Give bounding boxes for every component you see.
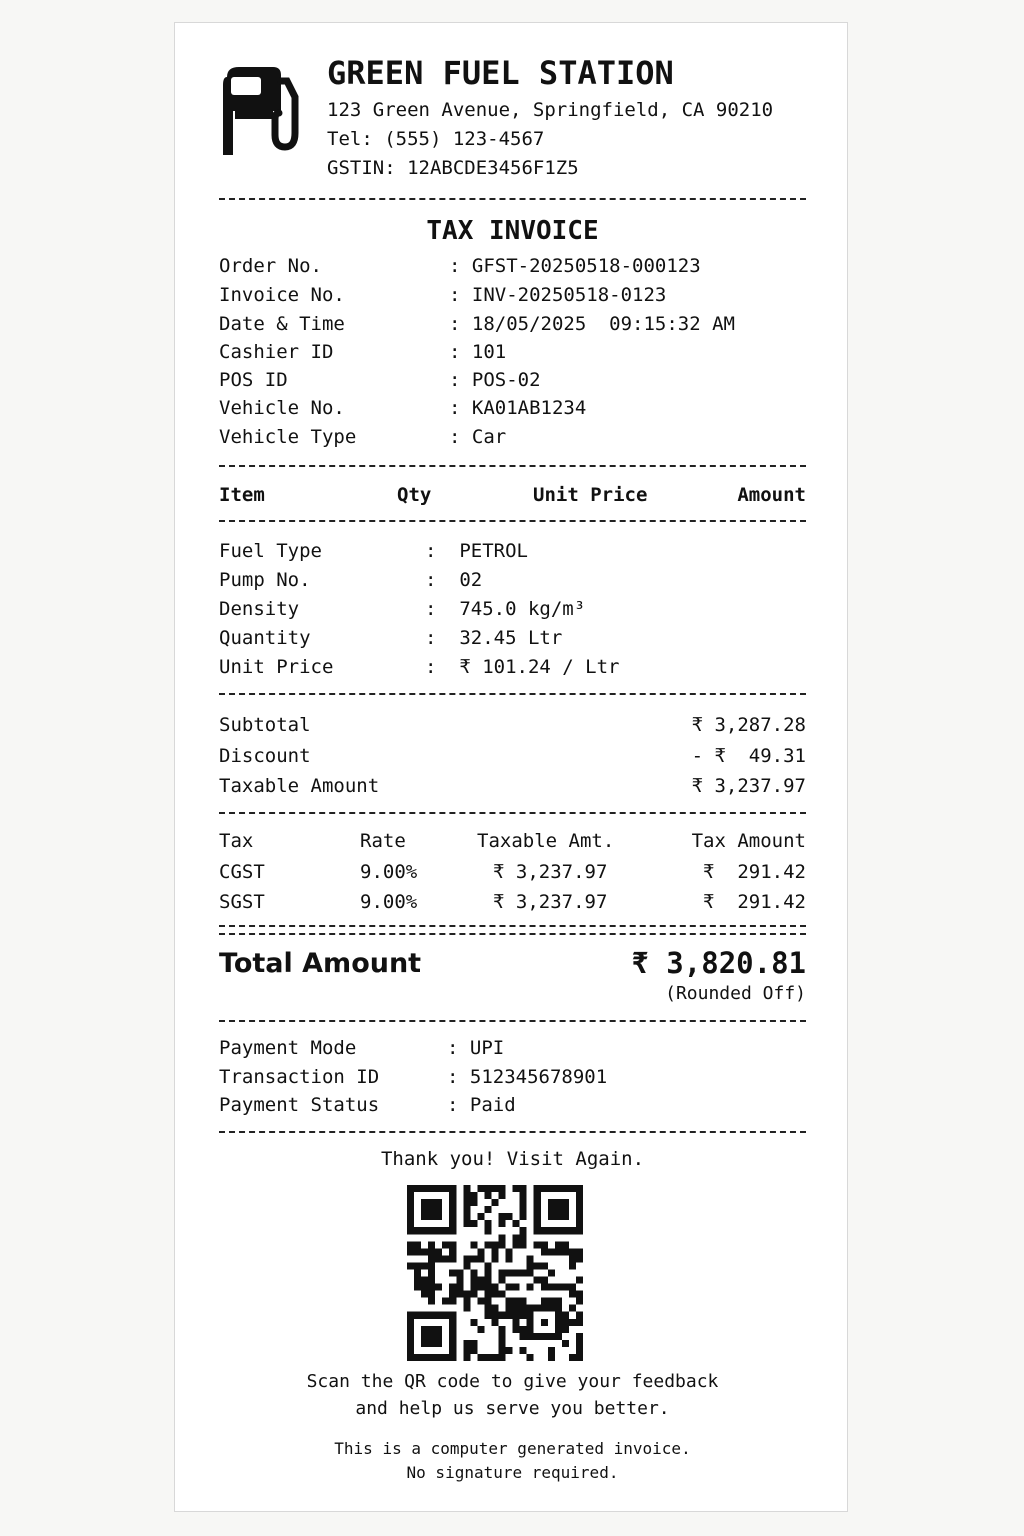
qr-module (470, 1340, 477, 1347)
qr-module (414, 1241, 421, 1248)
qr-module (477, 1185, 484, 1192)
qr-module (463, 1340, 470, 1347)
qr-module (414, 1277, 421, 1284)
qr-module (421, 1262, 428, 1269)
qr-module (414, 1262, 421, 1269)
qr-module (562, 1319, 569, 1326)
qr-module (513, 1298, 520, 1305)
qr-module (463, 1305, 470, 1312)
qr-module (414, 1269, 421, 1276)
tax-row-rate: 9.00% (360, 861, 418, 883)
qr-module (477, 1277, 484, 1284)
fuel-value: : ₹ 101.24 / Ltr (425, 656, 620, 678)
qr-module (484, 1241, 491, 1248)
qr-module (562, 1241, 569, 1248)
qr-module (506, 1269, 513, 1276)
qr-module (576, 1248, 583, 1255)
qr-module (499, 1354, 506, 1361)
thank-you-text: Thank you! Visit Again. (380, 1148, 645, 1170)
qr-module (520, 1347, 527, 1354)
items-header-unit-price: Unit Price (533, 484, 648, 506)
invoice-field-value: : GFST-20250518-000123 (449, 255, 701, 277)
qr-module (562, 1326, 569, 1333)
invoice-field-label: Order No. (219, 255, 322, 277)
qr-module (428, 1255, 435, 1262)
qr-module (442, 1255, 449, 1262)
qr-module (449, 1284, 456, 1291)
qr-module (435, 1248, 442, 1255)
qr-module (463, 1291, 470, 1298)
store-phone: Tel: (555) 123-4567 (327, 128, 545, 150)
qr-module (513, 1269, 520, 1276)
qr-module (463, 1192, 470, 1199)
qr-module (499, 1213, 506, 1220)
summary-label: Taxable Amount (219, 775, 380, 797)
qr-module (449, 1248, 456, 1255)
summary-label: Subtotal (219, 714, 311, 736)
qr-module (506, 1347, 513, 1354)
qr-module (562, 1284, 569, 1291)
invoice-field-label: Vehicle No. (219, 397, 345, 419)
invoice-title: TAX INVOICE (426, 216, 599, 246)
qr-module (484, 1354, 491, 1361)
qr-module (477, 1354, 484, 1361)
summary-value: ₹ 3,287.28 (691, 714, 806, 736)
qr-module (506, 1284, 513, 1291)
qr-module (534, 1241, 541, 1248)
qr-module (541, 1241, 548, 1248)
qr-module (484, 1220, 491, 1227)
qr-code[interactable] (401, 1185, 589, 1361)
qr-module (491, 1291, 498, 1298)
qr-module (463, 1185, 470, 1192)
tax-header-tax: Tax (219, 830, 254, 852)
store-gstin: GSTIN: 12ABCDE3456F1Z5 (327, 157, 579, 179)
qr-module (428, 1298, 435, 1305)
divider (219, 812, 806, 814)
qr-module (548, 1354, 555, 1361)
qr-module (414, 1248, 421, 1255)
qr-module (541, 1262, 548, 1269)
qr-module (569, 1255, 576, 1262)
fuel-label: Unit Price (219, 656, 334, 678)
invoice-field-label: POS ID (219, 369, 288, 391)
summary-label: Discount (219, 745, 311, 767)
qr-module (477, 1298, 484, 1305)
scan-text-line2: and help us serve you better. (355, 1398, 670, 1419)
payment-value: : 512345678901 (447, 1066, 608, 1088)
qr-module (576, 1277, 583, 1284)
qr-module (569, 1248, 576, 1255)
payment-label: Payment Mode (219, 1037, 357, 1059)
qr-module (562, 1312, 569, 1319)
qr-module (435, 1255, 442, 1262)
qr-module (484, 1206, 491, 1213)
qr-module (499, 1312, 506, 1319)
qr-module (576, 1347, 583, 1354)
qr-module (541, 1277, 548, 1284)
fuel-value: : 02 (425, 569, 483, 591)
qr-module (499, 1291, 506, 1298)
qr-module (520, 1206, 527, 1213)
qr-module (484, 1298, 491, 1305)
qr-module (562, 1248, 569, 1255)
qr-module (470, 1291, 477, 1298)
store-address: 123 Green Avenue, Springfield, CA 90210 (327, 99, 774, 121)
qr-module (506, 1305, 513, 1312)
qr-module (520, 1227, 527, 1234)
qr-module (569, 1305, 576, 1312)
qr-module (463, 1298, 470, 1305)
qr-module (534, 1277, 541, 1284)
qr-module (534, 1262, 541, 1269)
qr-module (470, 1347, 477, 1354)
qr-module (421, 1277, 428, 1284)
qr-module (421, 1199, 442, 1220)
items-header-qty: Qty (397, 484, 432, 506)
qr-module (527, 1255, 534, 1262)
qr-module (442, 1241, 449, 1248)
qr-module (414, 1284, 421, 1291)
tax-row-rate: 9.00% (360, 891, 418, 913)
qr-module (499, 1340, 506, 1347)
tax-row-amount: ₹ 291.42 (703, 861, 806, 883)
no-signature-note: No signature required. (406, 1463, 619, 1482)
payment-value: : UPI (447, 1037, 505, 1059)
qr-module (428, 1277, 435, 1284)
qr-module (506, 1298, 513, 1305)
qr-module (428, 1291, 435, 1298)
qr-module (555, 1248, 562, 1255)
qr-module (484, 1192, 491, 1199)
qr-module (527, 1269, 534, 1276)
qr-module (576, 1312, 583, 1319)
qr-module (428, 1248, 435, 1255)
qr-module (555, 1284, 562, 1291)
fuel-label: Pump No. (219, 569, 311, 591)
tax-row-tax: CGST (219, 861, 265, 883)
qr-module (506, 1255, 513, 1262)
invoice-field-value: : Car (449, 426, 507, 448)
qr-module (449, 1291, 456, 1298)
qr-module (463, 1354, 470, 1361)
qr-module (428, 1269, 435, 1276)
qr-module (520, 1312, 527, 1319)
qr-module (541, 1319, 548, 1326)
store-name: GREEN FUEL STATION (327, 54, 674, 92)
qr-module (407, 1262, 414, 1269)
qr-module (442, 1298, 449, 1305)
invoice-field-label: Cashier ID (219, 341, 334, 363)
qr-module (491, 1284, 498, 1291)
qr-module (541, 1248, 548, 1255)
payment-label: Transaction ID (219, 1066, 380, 1088)
qr-module (470, 1284, 477, 1291)
fuel-label: Quantity (219, 627, 311, 649)
qr-module (520, 1269, 527, 1276)
qr-module (463, 1255, 470, 1262)
total-value: ₹ 3,820.81 (631, 946, 806, 980)
invoice-field-value: : KA01AB1234 (449, 397, 587, 419)
qr-module (463, 1347, 470, 1354)
tax-row-taxable: ₹ 3,237.97 (493, 891, 608, 913)
items-header-item: Item (219, 484, 265, 506)
qr-module (491, 1319, 498, 1326)
qr-module (449, 1298, 456, 1305)
qr-module (569, 1262, 576, 1269)
qr-module (569, 1319, 576, 1326)
qr-module (548, 1269, 555, 1276)
items-header-amount: Amount (737, 484, 806, 506)
qr-module (513, 1326, 520, 1333)
qr-module (555, 1241, 562, 1248)
qr-module (456, 1291, 463, 1298)
qr-module (477, 1284, 484, 1291)
qr-module (477, 1248, 484, 1255)
divider (219, 465, 806, 467)
qr-module (463, 1262, 470, 1269)
qr-module (470, 1192, 477, 1199)
fuel-value: : 32.45 Ltr (425, 627, 563, 649)
receipt (174, 22, 848, 1512)
divider (219, 1020, 806, 1022)
qr-module (491, 1199, 498, 1206)
qr-module (435, 1284, 442, 1291)
invoice-field-label: Invoice No. (219, 284, 345, 306)
invoice-field-value: : 101 (449, 341, 507, 363)
payment-value: : Paid (447, 1094, 516, 1116)
qr-module (477, 1255, 484, 1262)
qr-module (499, 1241, 506, 1248)
invoice-field-label: Vehicle Type (219, 426, 357, 448)
tax-row-taxable: ₹ 3,237.97 (493, 861, 608, 883)
qr-module (421, 1326, 442, 1347)
invoice-field-value: : POS-02 (449, 369, 541, 391)
qr-module (555, 1298, 562, 1305)
qr-module (421, 1248, 428, 1255)
fuel-label: Fuel Type (219, 540, 322, 562)
qr-module (484, 1277, 491, 1284)
qr-module (513, 1305, 520, 1312)
qr-module (513, 1319, 520, 1326)
qr-module (463, 1199, 470, 1206)
tax-header-rate: Rate (360, 830, 406, 852)
qr-module (513, 1241, 520, 1248)
qr-module (499, 1347, 506, 1354)
invoice-field-value: : 18/05/2025 09:15:32 AM (449, 313, 735, 335)
qr-module (499, 1185, 506, 1192)
qr-module (470, 1277, 477, 1284)
total-note: (Rounded Off) (665, 983, 806, 1004)
summary-value: ₹ 3,237.97 (691, 775, 806, 797)
qr-module (428, 1241, 435, 1248)
qr-module (576, 1333, 583, 1340)
divider (219, 520, 806, 522)
divider (219, 198, 806, 200)
qr-module (499, 1333, 506, 1340)
qr-module (569, 1284, 576, 1291)
qr-module (499, 1269, 506, 1276)
qr-module (470, 1220, 477, 1227)
qr-module (569, 1291, 576, 1298)
tax-header-amount: Tax Amount (691, 830, 806, 852)
qr-module (499, 1277, 506, 1284)
tax-row-amount: ₹ 291.42 (703, 891, 806, 913)
qr-module (520, 1305, 527, 1312)
qr-module (520, 1241, 527, 1248)
computer-generated-note: This is a computer generated invoice. (334, 1439, 691, 1458)
qr-module (484, 1262, 491, 1269)
qr-module (470, 1199, 477, 1206)
qr-module (491, 1185, 498, 1192)
qr-module (463, 1206, 470, 1213)
qr-module (449, 1269, 456, 1276)
qr-module (499, 1326, 506, 1333)
qr-module (463, 1220, 470, 1227)
qr-module (456, 1284, 463, 1291)
qr-module (520, 1326, 527, 1333)
qr-module (484, 1291, 491, 1298)
summary-value: - ₹ 49.31 (691, 745, 806, 767)
tax-row-tax: SGST (219, 891, 265, 913)
payment-label: Payment Status (219, 1094, 380, 1116)
qr-module (421, 1291, 428, 1298)
fuel-pump-icon (219, 63, 309, 155)
fuel-value: : 745.0 kg/m³ (425, 598, 586, 620)
qr-module (576, 1255, 583, 1262)
qr-module (520, 1192, 527, 1199)
qr-module (491, 1255, 498, 1262)
qr-module (449, 1255, 456, 1262)
qr-module (407, 1241, 414, 1248)
qr-module (513, 1234, 520, 1241)
qr-module (428, 1284, 435, 1291)
qr-module (506, 1312, 513, 1319)
qr-module (484, 1284, 491, 1291)
qr-module (470, 1319, 477, 1326)
qr-module (499, 1220, 506, 1227)
qr-module (520, 1199, 527, 1206)
qr-module (520, 1185, 527, 1192)
qr-module (470, 1269, 477, 1276)
qr-module (548, 1199, 569, 1220)
qr-module (513, 1220, 520, 1227)
qr-module (527, 1354, 534, 1361)
qr-module (477, 1213, 484, 1220)
qr-module (548, 1298, 555, 1305)
qr-module (407, 1248, 414, 1255)
qr-module (520, 1298, 527, 1305)
fuel-value: : PETROL (425, 540, 528, 562)
qr-module (506, 1248, 513, 1255)
invoice-field-value: : INV-20250518-0123 (449, 284, 667, 306)
qr-module (421, 1284, 428, 1291)
tax-header-taxable: Taxable Amt. (477, 830, 615, 852)
qr-module (491, 1241, 498, 1248)
qr-module (576, 1319, 583, 1326)
qr-module (470, 1241, 477, 1248)
qr-module (484, 1312, 491, 1319)
qr-module (569, 1354, 576, 1361)
qr-module (456, 1277, 463, 1284)
qr-module (484, 1185, 491, 1192)
divider (219, 693, 806, 695)
qr-module (491, 1248, 498, 1255)
qr-module (477, 1326, 484, 1333)
qr-module (484, 1269, 491, 1276)
qr-module (491, 1354, 498, 1361)
qr-module (541, 1284, 548, 1291)
qr-module (576, 1298, 583, 1305)
qr-module (449, 1241, 456, 1248)
qr-module (428, 1262, 435, 1269)
qr-module (548, 1284, 555, 1291)
qr-module (520, 1213, 527, 1220)
qr-module (499, 1192, 506, 1199)
qr-module (513, 1284, 520, 1291)
scan-text-line1: Scan the QR code to give your feedback (306, 1371, 719, 1392)
qr-module (527, 1284, 534, 1291)
qr-module (576, 1291, 583, 1298)
qr-module (520, 1333, 527, 1340)
qr-module (484, 1305, 491, 1312)
qr-module (520, 1234, 527, 1241)
qr-module (513, 1312, 520, 1319)
qr-module (506, 1213, 513, 1220)
qr-module (491, 1305, 498, 1312)
qr-module (499, 1234, 506, 1241)
qr-module (491, 1312, 498, 1319)
qr-module (484, 1227, 491, 1234)
qr-module (576, 1340, 583, 1347)
qr-module (470, 1255, 477, 1262)
qr-module (562, 1340, 569, 1347)
qr-module (576, 1354, 583, 1361)
fuel-label: Density (219, 598, 300, 620)
divider (219, 1131, 806, 1133)
qr-module (548, 1248, 555, 1255)
divider (219, 925, 806, 935)
qr-module (513, 1185, 520, 1192)
invoice-field-label: Date & Time (219, 313, 345, 335)
qr-module (541, 1298, 548, 1305)
total-label: Total Amount (219, 948, 422, 979)
qr-module (456, 1269, 463, 1276)
qr-module (548, 1347, 555, 1354)
qr-module (527, 1262, 534, 1269)
qr-module (463, 1213, 470, 1220)
